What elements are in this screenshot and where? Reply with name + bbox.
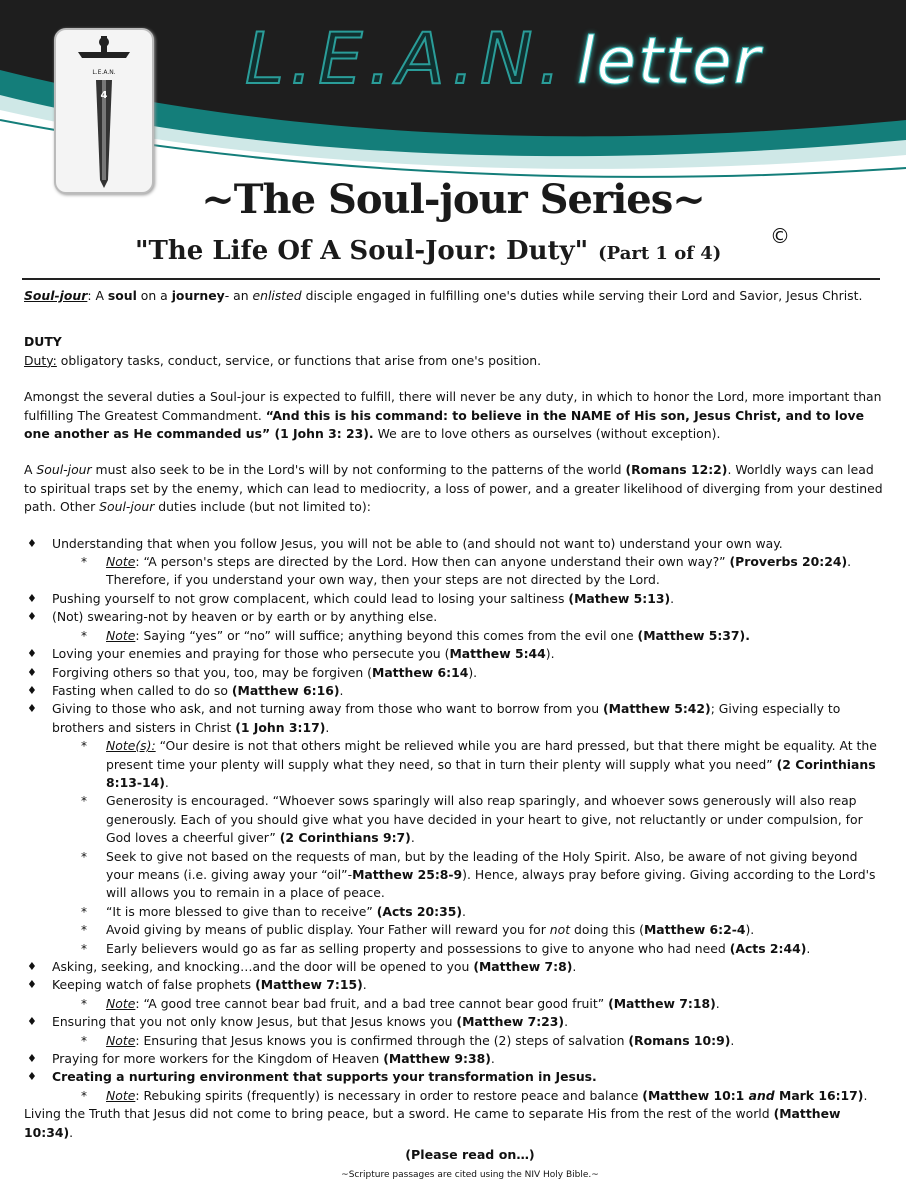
masthead [245, 18, 762, 100]
closing-paragraph: Living the Truth that Jesus did not come to bring peace, but a sword. He came to separate His from the rest of the world (Matthew 10:34). [24, 1106, 841, 1140]
sub-list-item: * Note: “A person's steps are directed by the Lord. How then can anyone understand their own way?” (Proverbs 20:24). Therefore, if you understand your own way, then your steps are not directed by the Lord. [24, 553, 886, 590]
sub-list-item: * Note: Ensuring that Jesus knows you is confirmed through the (2) steps of salvation (Romans 10:9). [24, 1032, 886, 1050]
header-rule [22, 278, 880, 280]
list-item: ♦ Giving to those who ask, and not turning away from those who want to borrow from you (Matthew 5:42); Giving especially to brothers and sisters in Christ (1 John 3:17). [24, 700, 886, 737]
list-item: ♦ Understanding that when you follow Jesus, you will not be able to (and should not want to) understand your own way. [24, 535, 886, 553]
copyright-mark: © [770, 224, 790, 248]
spacer [24, 370, 886, 388]
footnote: ~Scripture passages are cited using the NIV Holy Bible.~ [341, 1170, 599, 1181]
article-part: (Part 1 of 4) [598, 243, 722, 264]
spacer [24, 305, 886, 323]
spacer [24, 517, 886, 535]
masthead-main: L.E.A.N. [245, 18, 567, 100]
sub-list-item: * Note: Rebuking spirits (frequently) is necessary in order to restore peace and balance (Matthew 10:1 and Mark 16:17). [24, 1087, 886, 1105]
sub-list-item: * “It is more blessed to give than to receive” (Acts 20:35). [24, 903, 886, 921]
letter-body [24, 287, 886, 1185]
sub-list-item: * Early believers would go as far as selling property and possessions to give to anyone who had need (Acts 2:44). [24, 940, 886, 958]
read-on: (Please read on…) [405, 1147, 535, 1163]
list-item: ♦ Keeping watch of false prophets (Matthew 7:15). [24, 976, 886, 994]
sub-list-item: * Avoid giving by means of public display. Your Father will reward you for not doing this (Matthew 6:2-4). [24, 921, 886, 939]
list-item: ♦ Fasting when called to do so (Matthew 6:16). [24, 682, 886, 700]
list-item: ♦ Forgiving others so that you, too, may be forgiven (Matthew 6:14). [24, 664, 886, 682]
list-item: ♦ (Not) swearing-not by heaven or by earth or by anything else. [24, 608, 886, 626]
duty-list [24, 535, 886, 1106]
list-item: ♦ Praying for more workers for the Kingdom of Heaven (Matthew 9:38). [24, 1050, 886, 1068]
spacer [24, 443, 886, 461]
list-item: ♦ Ensuring that you not only know Jesus, but that Jesus knows you (Matthew 7:23). [24, 1013, 886, 1031]
article-title-text: "The Life Of A Soul-Jour: Duty" [135, 236, 589, 266]
paragraph: Amongst the several duties a Soul-jour is expected to fulfill, there will never be any duty, in which to honor the Lord, more important than fulfilling The Greatest Commandment. “And this is his command: to believe in the NAME of His son, Jesus Christ, and to love one another as He commanded us” (1 John 3: 23). We are to love others as ourselves (without exception). [24, 389, 882, 442]
list-item: ♦ Pushing yourself to not grow complacent, which could lead to losing your saltiness (Mathew 5:13). [24, 590, 886, 608]
sub-list-item: * Seek to give not based on the requests of man, but by the leading of the Holy Spirit. Also, be aware of not giving beyond your means (i.e. giving away your “oil”-Matthew 25:8-9). Hence, always pray before giving. Giving according to the Lord's will allows you to remain in a place of peace. [24, 848, 886, 903]
article-title [135, 236, 721, 266]
section-heading: DUTY [24, 334, 62, 350]
sub-list-item: * Generosity is encouraged. “Whoever sows sparingly will also reap sparingly, and whoever sows generously will also reap generously. Each of you should give what you have decided in your heart to give, not reluctantly or under compulsion, for God loves a cheerful giver” (2 Corinthians 9:7). [24, 792, 886, 847]
masthead-sub: letter [576, 25, 762, 99]
logo-number: 4 [100, 90, 108, 101]
sub-list-item: * Note: “A good tree cannot bear bad fruit, and a bad tree cannot bear good fruit” (Matthew 7:18). [24, 995, 886, 1013]
duty-definition: Duty: obligatory tasks, conduct, service, or functions that arise from one's position. [24, 352, 542, 368]
list-item: ♦ Creating a nurturing environment that supports your transformation in Jesus. [24, 1068, 886, 1086]
definition: Soul-jour: A soul on a journey- an enlisted disciple engaged in fulfilling one's duties while serving their Lord and Savior, Jesus Christ. [24, 288, 863, 303]
paragraph: A Soul-jour must also seek to be in the Lord's will by not conforming to the patterns of the world (Romans 12:2). Worldly ways can lead to spiritual traps set by the enemy, which can lead to mediocrity, a loss of power, and a greater likelihood of diverging from your destined path. Other Soul-jour duties include (but not limited to): [24, 462, 883, 515]
sub-list-item: * Note(s): “Our desire is not that others might be relieved while you are hard pressed, but that there might be equality. At the present time your plenty will supply what they need, so that in turn their plenty will supply what you need” (2 Corinthians 8:13-14). [24, 737, 886, 792]
list-item: ♦ Asking, seeking, and knocking…and the door will be opened to you (Matthew 7:8). [24, 958, 886, 976]
sub-list-item: * Note: Saying “yes” or “no” will suffice; anything beyond this comes from the evil one (Matthew 5:37). [24, 627, 886, 645]
logo-text: L.E.A.N. [92, 69, 116, 76]
spacer [24, 323, 886, 333]
lean-logo [54, 28, 154, 194]
sword-icon [56, 30, 152, 192]
list-item: ♦ Loving your enemies and praying for those who persecute you (Matthew 5:44). [24, 645, 886, 663]
series-title: ~The Soul-jour Series~ [201, 176, 705, 223]
